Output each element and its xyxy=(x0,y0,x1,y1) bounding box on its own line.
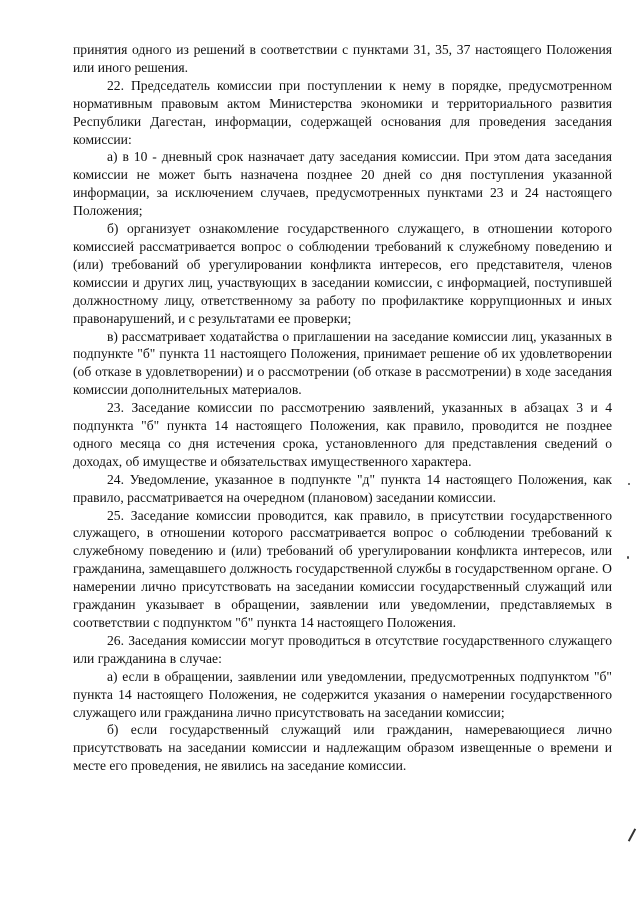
scan-speck xyxy=(627,556,629,559)
paragraph-23: 23. Заседание комиссии по рассмотрению заявлений, указанных в абзацах 3 и 4 подпункта "б" пункта 14 настоящего Положения, как правило, проводится не позднее одного месяца со дня истечения срока, установленного для представления сведений о доходах, об имуществе и обязательствах имущественного характера. xyxy=(73,400,612,469)
scan-mark xyxy=(628,828,636,841)
paragraph-26-a: а) если в обращении, заявлении или уведомлении, предусмотренных подпунктом "б" пункта 14 настоящего Положения, не содержится указания о намерении государственного служащего или гражданина лично присутствовать на заседании комиссии; xyxy=(73,668,612,720)
document-body xyxy=(73,41,612,775)
paragraph-22-v: в) рассматривает ходатайства о приглашении на заседание комиссии лиц, указанных в подпункте "б" пункта 11 настоящего Положения, принимает решение об их удовлетворении (об отказе в удовлетворении) и о рассмотрении (об отказе в рассмотрении) в ходе заседания комиссии дополнительных материалов. xyxy=(73,328,612,398)
paragraph-22: 22. Председатель комиссии при поступлении к нему в порядке, предусмотренном нормативным правовым актом Министерства экономики и территориального развития Республики Дагестан, информации, содержащей основания для проведения заседания комиссии: xyxy=(73,77,612,147)
paragraph-continuation: принятия одного из решений в соответствии с пунктами 31, 35, 37 настоящего Положения или иного решения. xyxy=(73,42,612,75)
paragraph-26: 26. Заседания комиссии могут проводиться в отсутствие государственного служащего или гражданина в случае: xyxy=(73,632,612,666)
paragraph-26-b: б) если государственный служащий или гражданин, намеревающиеся лично присутствовать на заседании комиссии и надлежащим образом извещенные о времени и месте его проведения, не явились на заседание комиссии. xyxy=(73,722,612,774)
paragraph-22-a: а) в 10 - дневный срок назначает дату заседания комиссии. При этом дата заседания комиссии не может быть назначена позднее 20 дней со дня поступления указанной информации, за исключением случаев, предусмотренных пунктами 23 и 24 настоящего Положения; xyxy=(73,149,612,219)
paragraph-22-b: б) организует ознакомление государственного служащего, в отношении которого комиссией рассматривается вопрос о соблюдении требований к служебному поведению и (или) требований об урегулировании конфликта интересов, его представителя, членов комиссии и других лиц, участвующих в заседании комиссии, с информацией, поступившей должностному лицу, ответственному за работу по профилактике коррупционных и иных правонарушений, и с результатами ее проверки; xyxy=(73,221,612,326)
paragraph-25: 25. Заседание комиссии проводится, как правило, в присутствии государственного служащего, в отношении которого рассматривается вопрос о соблюдении требований к служебному поведению и (или) требований об урегулировании конфликта интересов, или гражданина, замещавшего должность государственной службы в государственном органе. О намерении лично присутствовать на заседании комиссии государственный служащий или гражданин указывает в обращении, заявлении или уведомлении, представляемых в соответствии с подпунктом "б" пункта 14 настоящего Положения. xyxy=(73,507,612,630)
paragraph-24: 24. Уведомление, указанное в подпункте "д" пункта 14 настоящего Положения, как правило, рассматривается на очередном (плановом) заседании комиссии. xyxy=(73,471,612,505)
scan-speck xyxy=(628,483,630,485)
